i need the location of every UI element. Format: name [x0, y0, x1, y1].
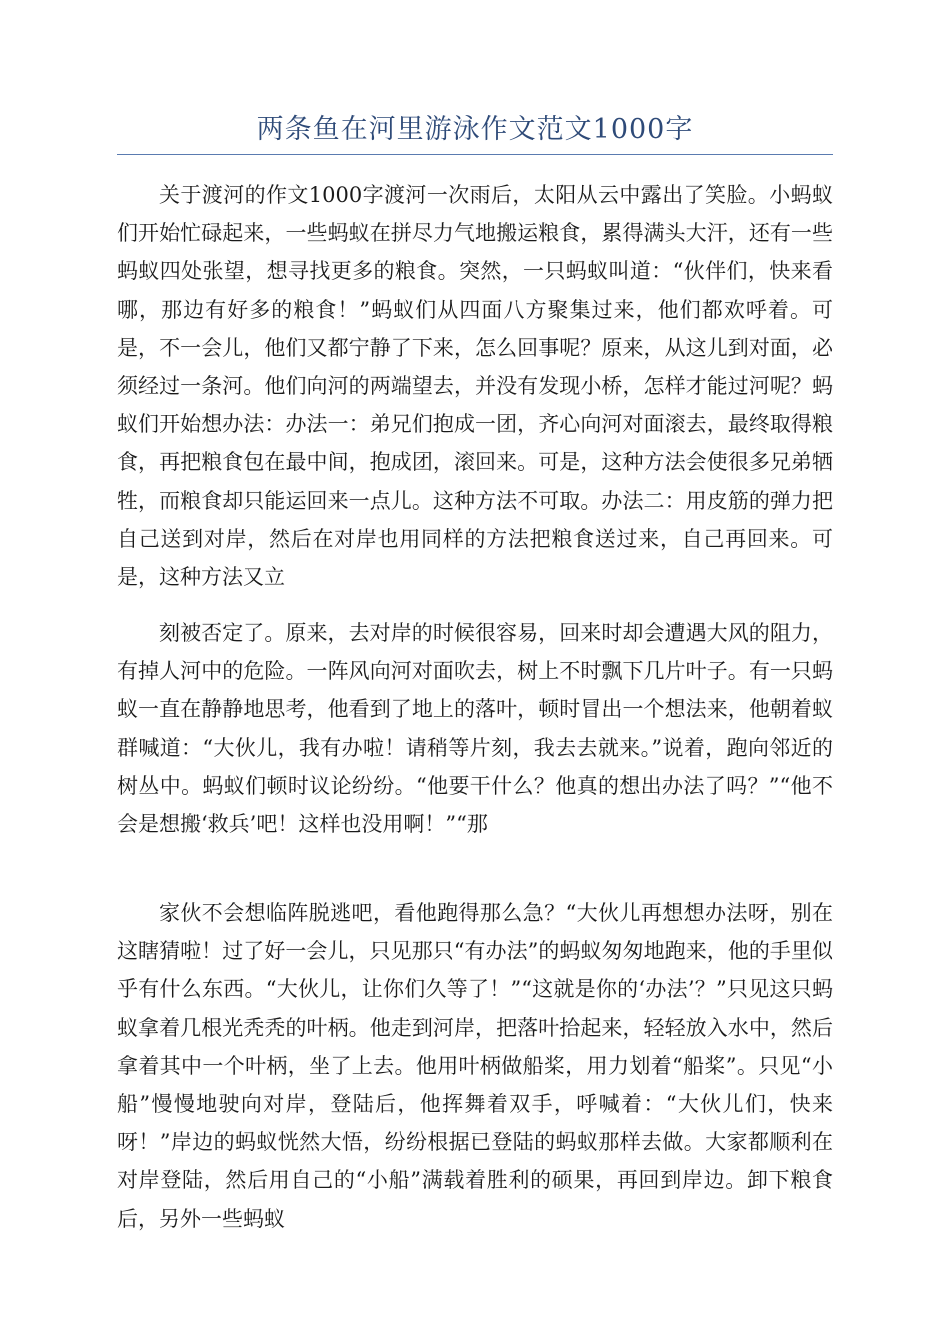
- page-title: 两条鱼在河里游泳作文范文1000字: [256, 114, 694, 145]
- paragraph-3: 家伙不会想临阵脱逃吧，看他跑得那么急？“大伙儿再想想办法呀，别在这瞎猜啦！过了好一会儿，只见那只“有办法”的蚂蚁匆匆地跑来，他的手里似乎有什么东西。“大伙儿，让你们久等了！”“这就是你的‘办法’？”只见这只蚂蚁拿着几根光秃秃的叶柄。他走到河岸，把落叶拾起来，轻轻放入水中，然后拿着其中一个叶柄，坐了上去。他用叶柄做船桨，用力划着“船桨”。只见“小船”慢慢地驶向对岸，登陆后，他挥舞着双手，呼喊着：“大伙儿们，快来呀！”岸边的蚂蚁恍然大悟，纷纷根据已登陆的蚂蚁那样去做。大家都顺利在对岸登陆，然后用自己的“小船”满载着胜利的硕果，再回到岸边。卸下粮食后，另外一些蚂蚁: [117, 901, 833, 1231]
- paragraph-2: 刻被否定了。原来，去对岸的时候很容易，回来时却会遭遇大风的阻力，有掉人河中的危险。一阵风向河对面吹去，树上不时飘下几片叶子。有一只蚂蚁一直在静静地思考，他看到了地上的落叶，顿时冒出一个想法来，他朝着蚁群喊道：“大伙儿，我有办啦！请稍等片刻，我去去就来。”说着，跑向邻近的树丛中。蚂蚁们顿时议论纷纷。“他要干什么？他真的想出办法了吗？”“他不会是想搬‘救兵’吧！这样也没用啊！”“那: [117, 621, 833, 837]
- title-underline: [117, 154, 833, 155]
- paragraph-1: 关于渡河的作文1000字渡河一次雨后，太阳从云中露出了笑脸。小蚂蚁们开始忙碌起来，一些蚂蚁在拼尽力气地搬运粮食，累得满头大汗，还有一些蚂蚁四处张望，想寻找更多的粮食。突然，一只蚂蚁叫道：“伙伴们，快来看哪，那边有好多的粮食！”蚂蚁们从四面八方聚集过来，他们都欢呼着。可是，不一会儿，他们又都宁静了下来，怎么回事呢？原来，从这儿到对面，必须经过一条河。他们向河的两端望去，并没有发现小桥，怎样才能过河呢？蚂蚁们开始想办法：办法一：弟兄们抱成一团，齐心向河对面滚去，最终取得粮食，再把粮食包在最中间，抱成团，滚回来。可是，这种方法会使很多兄弟牺牲，而粮食却只能运回来一点儿。这种方法不可取。办法二：用皮筋的弹力把自己送到对岸，然后在对岸也用同样的方法把粮食送过来，自己再回来。可是，这种方法又立: [117, 183, 833, 590]
